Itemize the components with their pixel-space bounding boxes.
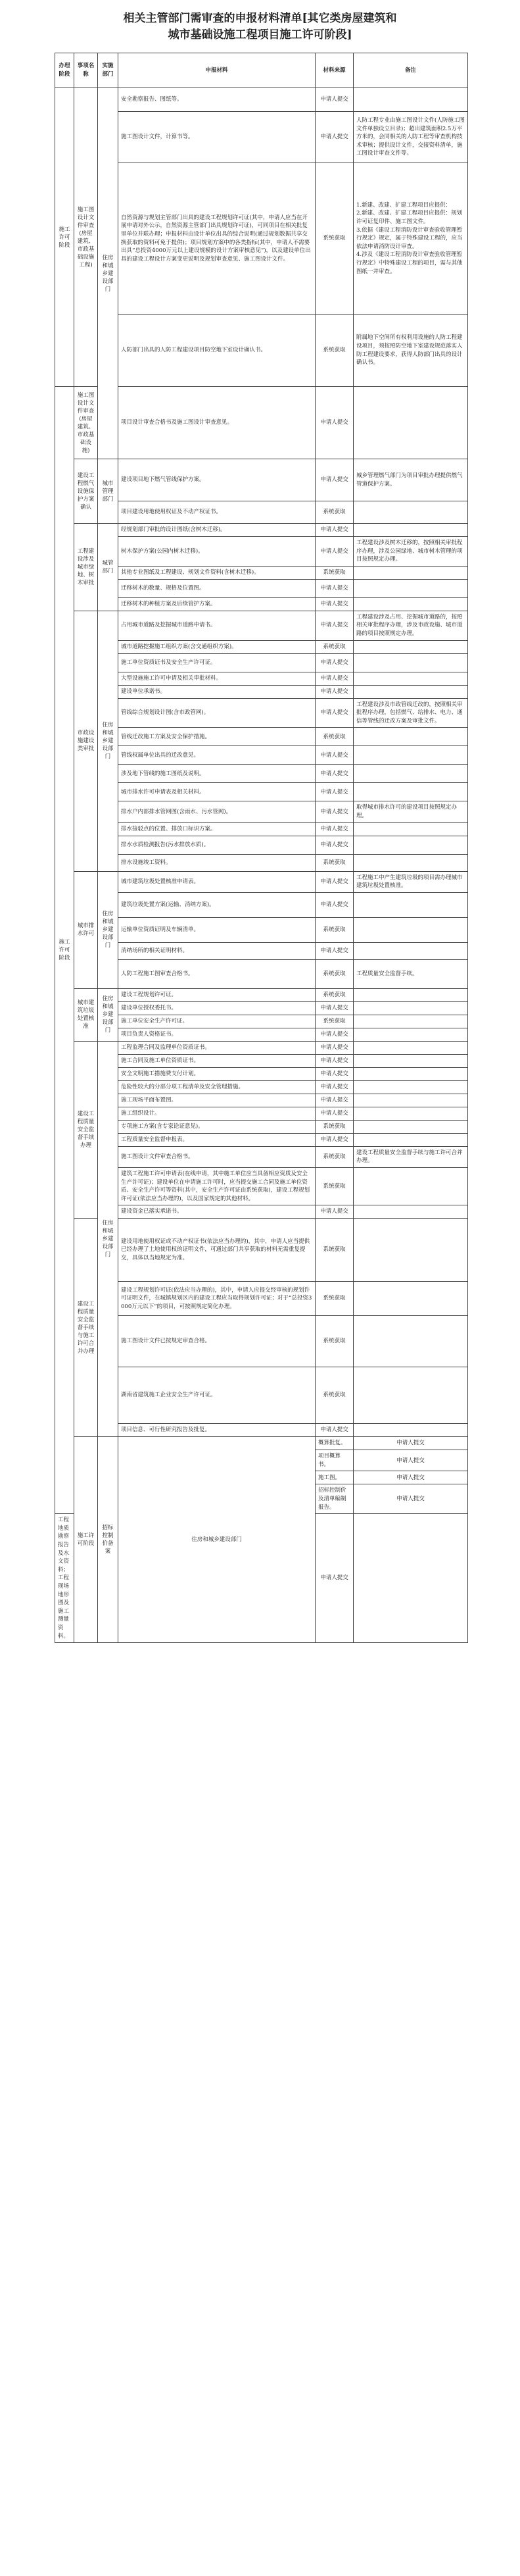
material-cell: 运输单位资质证明及车辆清单。 <box>118 917 316 942</box>
note-cell <box>354 1316 468 1367</box>
material-cell: 工程监理合同及监理单位资质证书。 <box>118 1041 316 1054</box>
source-cell: 系统获取 <box>316 854 354 871</box>
material-cell: 施工图设计文件，计算书等。 <box>118 112 316 163</box>
dept-cell: 住房和城乡建设部门 <box>98 988 118 1041</box>
table-row <box>55 871 468 892</box>
source-cell: 申请人提交 <box>316 765 354 783</box>
note-cell <box>354 746 468 765</box>
matter-cell: 城市建筑垃圾处置核准 <box>74 988 98 1041</box>
material-cell: 概算批复。 <box>316 1437 354 1450</box>
material-cell: 施工单位安全生产许可证。 <box>118 1015 316 1028</box>
source-cell: 申请人提交 <box>316 537 354 567</box>
matter-cell: 建设工程质量安全监督手续与施工许可合并办理 <box>74 1219 98 1437</box>
material-cell: 施工图。 <box>316 1471 354 1484</box>
note-cell <box>354 854 468 871</box>
source-cell: 申请人提交 <box>316 685 354 698</box>
material-cell: 施工现场平面布置图。 <box>118 1094 316 1107</box>
page-title <box>0 0 520 53</box>
note-cell <box>354 917 468 942</box>
note-cell <box>354 892 468 917</box>
material-cell: 人防部门出具的人防工程建设项目防空地下室设计确认书。 <box>118 315 316 387</box>
source-cell: 申请人提交 <box>354 1484 468 1514</box>
note-cell <box>354 1424 468 1437</box>
material-cell: 消纳场所的相关证明材料。 <box>118 942 316 959</box>
header-note: 备注 <box>354 53 468 88</box>
material-cell: 城市建筑垃圾处置核准申请表。 <box>118 871 316 892</box>
source-cell: 申请人提交 <box>316 653 354 672</box>
source-cell: 申请人提交 <box>316 1094 354 1107</box>
material-cell: 排水户内部排水管网图(含雨水、污水管网)。 <box>118 801 316 822</box>
source-cell: 申请人提交 <box>316 942 354 959</box>
note-cell <box>354 988 468 1001</box>
dept-cell: 住房和城乡建设部门 <box>98 1041 118 1437</box>
source-cell: 系统获取 <box>316 1316 354 1367</box>
source-cell: 申请人提交 <box>316 597 354 611</box>
source-cell: 系统获取 <box>316 1282 354 1316</box>
note-cell <box>354 1054 468 1067</box>
material-cell: 建设单位承诺书。 <box>118 685 316 698</box>
note-cell <box>354 942 468 959</box>
note-cell <box>354 1367 468 1424</box>
source-cell: 申请人提交 <box>316 524 354 537</box>
material-cell: 涉及地下管线的施工图纸及说明。 <box>118 765 316 783</box>
source-cell: 系统获取 <box>316 1367 354 1424</box>
material-cell: 排水接驳点的位置、排放口标识方案。 <box>118 822 316 836</box>
note-cell <box>354 1094 468 1107</box>
note-cell <box>354 653 468 672</box>
material-cell: 经规划部门审批的设计图纸(含树木迁移)。 <box>118 524 316 537</box>
note-cell <box>354 783 468 801</box>
note-cell <box>354 1167 468 1205</box>
material-cell: 其他专业图纸及工程建设、规划文件资料(含树木迁移)。 <box>118 566 316 579</box>
material-cell: 建设用地使用权证或不动产权证书(依法应当办理的)，其中，申请人应当提供已经办理了土地使用权的证明文件，可通过部门共享获取的材料无需重复提交，具体以当地规定为准。 <box>118 1219 316 1282</box>
note-cell <box>354 501 468 524</box>
material-cell: 项目负责人资格证书。 <box>118 1028 316 1041</box>
source-cell: 申请人提交 <box>316 611 354 640</box>
material-cell: 项目设计审查合格书及施工图设计审查意见。 <box>118 387 316 459</box>
source-cell: 申请人提交 <box>316 871 354 892</box>
material-cell: 建筑工程施工许可申请表(在线申请，其中施工单位应当具备相应资质及安全生产许可证)；建设单位在申请施工许可时，应当提交施工合同及施工单位资质、安全生产许可等资料(其中，安全生产许可证由系统获取)，建设工程规划许可证(依法应当办理的)，以及国家规定的其他材料。 <box>118 1167 316 1205</box>
source-cell: 申请人提交 <box>316 1424 354 1437</box>
header-matter: 事项名称 <box>74 53 98 88</box>
note-cell: 附属地下空间所有权利用设施的人防工程建设项目，须按照防空地下室建设规范落实人防工程建设要求，获得人防部门出具的设计确认书。 <box>354 315 468 387</box>
note-cell: 工程建设涉及占用、挖掘城市道路的，按照相关审批程序办理，涉及市政设施、城市道路的项目按照规定办理。 <box>354 611 468 640</box>
material-cell: 施工单位资质证书及安全生产许可证。 <box>118 653 316 672</box>
source-cell: 申请人提交 <box>316 1067 354 1080</box>
note-cell <box>354 728 468 746</box>
source-cell: 申请人提交 <box>316 672 354 685</box>
note-cell <box>354 1120 468 1133</box>
dept-cell: 住房和城乡建设部门 <box>98 871 118 988</box>
material-cell: 专项施工方案(含专家论证意见)。 <box>118 1120 316 1133</box>
source-cell: 系统获取 <box>316 1120 354 1133</box>
table-body <box>55 88 468 1643</box>
note-cell: 取得城市排水许可的建设项目按照规定办理。 <box>354 801 468 822</box>
matter-cell: 招标控制价备案 <box>98 1437 118 1643</box>
header-dept: 实施部门 <box>98 53 118 88</box>
source-cell: 系统获取 <box>316 1219 354 1282</box>
note-cell <box>354 1514 468 1643</box>
matter-cell: 城市排水许可 <box>74 871 98 988</box>
stage-cell: 施工许可阶段 <box>55 387 74 1514</box>
material-cell: 城市排水许可申请表及相关材料。 <box>118 783 316 801</box>
title-line-2: 城市基础设施工程项目施工许可阶段] <box>168 28 352 41</box>
table-header-row <box>55 53 468 88</box>
source-cell: 申请人提交 <box>316 1205 354 1219</box>
material-cell: 建设资金已落实承诺书。 <box>118 1205 316 1219</box>
source-cell: 系统获取 <box>316 566 354 579</box>
note-cell <box>354 1219 468 1282</box>
note-cell <box>354 1133 468 1146</box>
note-cell <box>354 822 468 836</box>
material-cell: 工程质量安全监督申报表。 <box>118 1133 316 1146</box>
source-cell: 系统获取 <box>316 1015 354 1028</box>
note-cell <box>354 387 468 459</box>
material-cell: 施工图设计文件已按规定审查合格。 <box>118 1316 316 1367</box>
source-cell: 系统获取 <box>316 640 354 653</box>
source-cell: 申请人提交 <box>316 1028 354 1041</box>
materials-table <box>55 53 468 1643</box>
material-cell: 迁移树木的种植方案及后续管护方案。 <box>118 597 316 611</box>
dept-cell: 城管部门 <box>98 524 118 611</box>
dept-cell: 城市管理部门 <box>98 459 118 524</box>
source-cell: 申请人提交 <box>316 801 354 822</box>
note-cell <box>354 1080 468 1094</box>
table-row <box>55 459 468 501</box>
note-cell <box>354 1015 468 1028</box>
source-cell: 申请人提交 <box>316 822 354 836</box>
material-cell: 招标控制价及清单编制报告。 <box>316 1484 354 1514</box>
note-cell: 工程质量安全监督手续。 <box>354 959 468 988</box>
material-cell: 施工组织设计。 <box>118 1107 316 1120</box>
stage-cell: 施工许可阶段 <box>74 1437 98 1643</box>
note-cell: 1.新建、改建、扩建工程项目应提供： 2.新建、改建、扩建工程项目应提供：规划许可证复印件、施工图文件。 3.依据《建设工程消防设计审查验收管理暂行规定》规定，属于特殊建设工程的，应当依法申请消防设计审查。 4.涉及《建设工程消防设计审查验收管理暂行规定》中特殊建设工程的项目，需与其他图纸一并审查。 <box>354 163 468 315</box>
material-cell: 排水设施竣工资料。 <box>118 854 316 871</box>
source-cell: 申请人提交 <box>316 746 354 765</box>
note-cell <box>354 1028 468 1041</box>
material-cell: 项目建设用地使用权证及不动产权证书。 <box>118 501 316 524</box>
note-cell <box>354 685 468 698</box>
note-cell <box>354 1041 468 1054</box>
source-cell: 申请人提交 <box>316 88 354 112</box>
note-cell: 工程施工中产生建筑垃圾的项目需办理城市建筑垃圾处置核准。 <box>354 871 468 892</box>
material-cell: 建筑垃圾处置方案(运输、消纳方案)。 <box>118 892 316 917</box>
note-cell <box>354 597 468 611</box>
material-cell: 建设项目地下燃气管线保护方案。 <box>118 459 316 501</box>
material-cell: 人防工程施工图审查合格书。 <box>118 959 316 988</box>
source-cell: 申请人提交 <box>316 579 354 597</box>
table-row <box>55 88 468 112</box>
stage-cell: 施工许可阶段 <box>55 88 74 387</box>
title-line-1: 相关主管部门需审查的申报材料清单[其它类房屋建筑和 <box>123 12 397 25</box>
material-cell: 建设工程规划许可证(依法应当办理的)，其中，申请人应提交经审核的规划许可证明文件，在城镇规划区内的建设工程应当取得规划许可证；对于“总投资3000万元以下”的项目，可按照规定简化办理。 <box>118 1282 316 1316</box>
source-cell: 申请人提交 <box>354 1450 468 1471</box>
material-cell: 管线权属单位出具的迁改意见。 <box>118 746 316 765</box>
source-cell: 系统获取 <box>316 959 354 988</box>
material-cell: 迁移树木的数量、规格及位置图。 <box>118 579 316 597</box>
source-cell: 申请人提交 <box>354 1471 468 1484</box>
material-cell: 安全勘察报告、图纸等。 <box>118 88 316 112</box>
note-cell <box>354 524 468 537</box>
note-cell <box>354 640 468 653</box>
matter-cell: 施工图设计文件审查(房屋建筑、市政基础设施) <box>74 387 98 459</box>
note-cell: 工程建设涉及树木迁移的，按照相关审批程序办理，涉及公园绿地、城市树木管理的项目按照规定办理。 <box>354 537 468 567</box>
dept-cell: 住房和城乡建设部门 <box>118 1437 316 1643</box>
source-cell: 申请人提交 <box>316 836 354 854</box>
material-cell: 大型设施施工许可申请及相关审批材料。 <box>118 672 316 685</box>
source-cell: 系统获取 <box>316 1167 354 1205</box>
note-cell: 工程建设涉及市政管线迁改的，按照相关审批程序办理，包括燃气、给排水、电力、通信等管线的迁改方案及审批文件。 <box>354 698 468 728</box>
source-cell: 申请人提交 <box>316 112 354 163</box>
note-cell <box>354 1205 468 1219</box>
header-stage: 办理阶段 <box>55 53 74 88</box>
source-cell: 系统获取 <box>316 315 354 387</box>
note-cell <box>354 765 468 783</box>
matter-cell: 建设工程燃气设施保护方案确认 <box>74 459 98 524</box>
source-cell: 申请人提交 <box>316 783 354 801</box>
source-cell: 系统获取 <box>316 917 354 942</box>
matter-cell: 市政设施建设类审批 <box>74 611 98 871</box>
material-cell: 排水水质检测报告(污水排放水质)。 <box>118 836 316 854</box>
note-cell <box>354 1067 468 1080</box>
source-cell: 申请人提交 <box>316 1107 354 1120</box>
material-cell: 项目信息、可行性研究报告及批复。 <box>118 1424 316 1437</box>
source-cell: 申请人提交 <box>316 387 354 459</box>
table-row <box>55 1041 468 1054</box>
source-cell: 申请人提交 <box>354 1437 468 1450</box>
material-cell: 施工合同及施工单位资质证书。 <box>118 1054 316 1067</box>
source-cell: 系统获取 <box>316 988 354 1001</box>
source-cell: 申请人提交 <box>316 1080 354 1094</box>
source-cell: 系统获取 <box>316 1146 354 1167</box>
note-cell <box>354 672 468 685</box>
dept-cell: 住房和城乡建设部门 <box>98 88 118 459</box>
material-cell: 建设单位授权委托书。 <box>118 1001 316 1015</box>
material-cell: 树木保护方案(公园内树木迁移)。 <box>118 537 316 567</box>
header-material: 申报材料 <box>118 53 316 88</box>
note-cell: 城乡管理燃气部门为项目审批办理提供燃气管道保护方案。 <box>354 459 468 501</box>
note-cell <box>354 579 468 597</box>
header-source: 材料来源 <box>316 53 354 88</box>
matter-cell: 建设工程质量安全监督手续办理 <box>74 1041 98 1219</box>
source-cell: 申请人提交 <box>316 1001 354 1015</box>
table-row <box>55 611 468 640</box>
note-cell: 建设工程质量安全监督手续与施工许可合并办理。 <box>354 1146 468 1167</box>
material-cell: 施工图设计文件审查合格书。 <box>118 1146 316 1167</box>
table-row <box>55 524 468 537</box>
source-cell: 系统获取 <box>316 728 354 746</box>
material-cell: 工程地质勘察报告及水文资料；工程现场地形图及施工测量资料。 <box>55 1514 74 1643</box>
note-cell: 人防工程专业由施工图设计文件(人防施工图文件单独设立目录)；超出建筑面积2.5万平方米的，会同相关的人防工程等审查机构技术审核；提供设计文件，交接资料清单，施工图设计审查文件等。 <box>354 112 468 163</box>
material-cell: 占用城市道路及挖掘城市道路申请书。 <box>118 611 316 640</box>
source-cell: 申请人提交 <box>316 1041 354 1054</box>
source-cell: 系统获取 <box>316 163 354 315</box>
note-cell <box>354 1107 468 1120</box>
material-cell: 危险性较大的分部分项工程清单及安全管理措施。 <box>118 1080 316 1094</box>
note-cell <box>354 1001 468 1015</box>
source-cell: 系统获取 <box>316 501 354 524</box>
source-cell: 申请人提交 <box>316 892 354 917</box>
material-cell: 管线迁改施工方案及安全保护措施。 <box>118 728 316 746</box>
source-cell: 申请人提交 <box>316 1054 354 1067</box>
material-cell: 自然资源与规划主管部门出具的建设工程规划许可证(其中，申请人应当在开展申请对外公示，自然资源主管部门出具规划许可证)，可同项目在相关批复里单位并联办理；申报材料由设计单位出具的综合说明(通过规划数据共享交换获取的资料可免于提供)；项目规划方案中的各类指标(其中，申请人不需要出具“总投资4000万元以上建设规模的设计方案审核意见”)，以及建设单位出具的建设工程设计方案变更说明及规划审查意见、施工图设计文件。 <box>118 163 316 315</box>
source-cell: 申请人提交 <box>316 1514 354 1643</box>
material-cell: 项目概算书。 <box>316 1450 354 1471</box>
note-cell <box>354 836 468 854</box>
source-cell: 申请人提交 <box>316 459 354 501</box>
material-cell: 建设工程规划许可证。 <box>118 988 316 1001</box>
note-cell <box>354 88 468 112</box>
source-cell: 申请人提交 <box>316 1133 354 1146</box>
material-cell: 城市道路挖掘施工组织方案(含交通组织方案)。 <box>118 640 316 653</box>
matter-cell: 施工图设计文件审查(房屋建筑、市政基础设施工程) <box>74 88 98 387</box>
note-cell <box>354 566 468 579</box>
note-cell <box>354 1282 468 1316</box>
material-cell: 管线综合规划设计图(含市政管网)。 <box>118 698 316 728</box>
source-cell: 申请人提交 <box>316 698 354 728</box>
dept-cell: 住房和城乡建设部门 <box>98 611 118 871</box>
material-cell: 安全文明施工措施费支付计划。 <box>118 1067 316 1080</box>
material-cell: 湖南省建筑施工企业安全生产许可证。 <box>118 1367 316 1424</box>
matter-cell: 工程建设涉及城市绿地、树木审批 <box>74 524 98 611</box>
table-row <box>55 988 468 1001</box>
table-row <box>55 1437 468 1450</box>
